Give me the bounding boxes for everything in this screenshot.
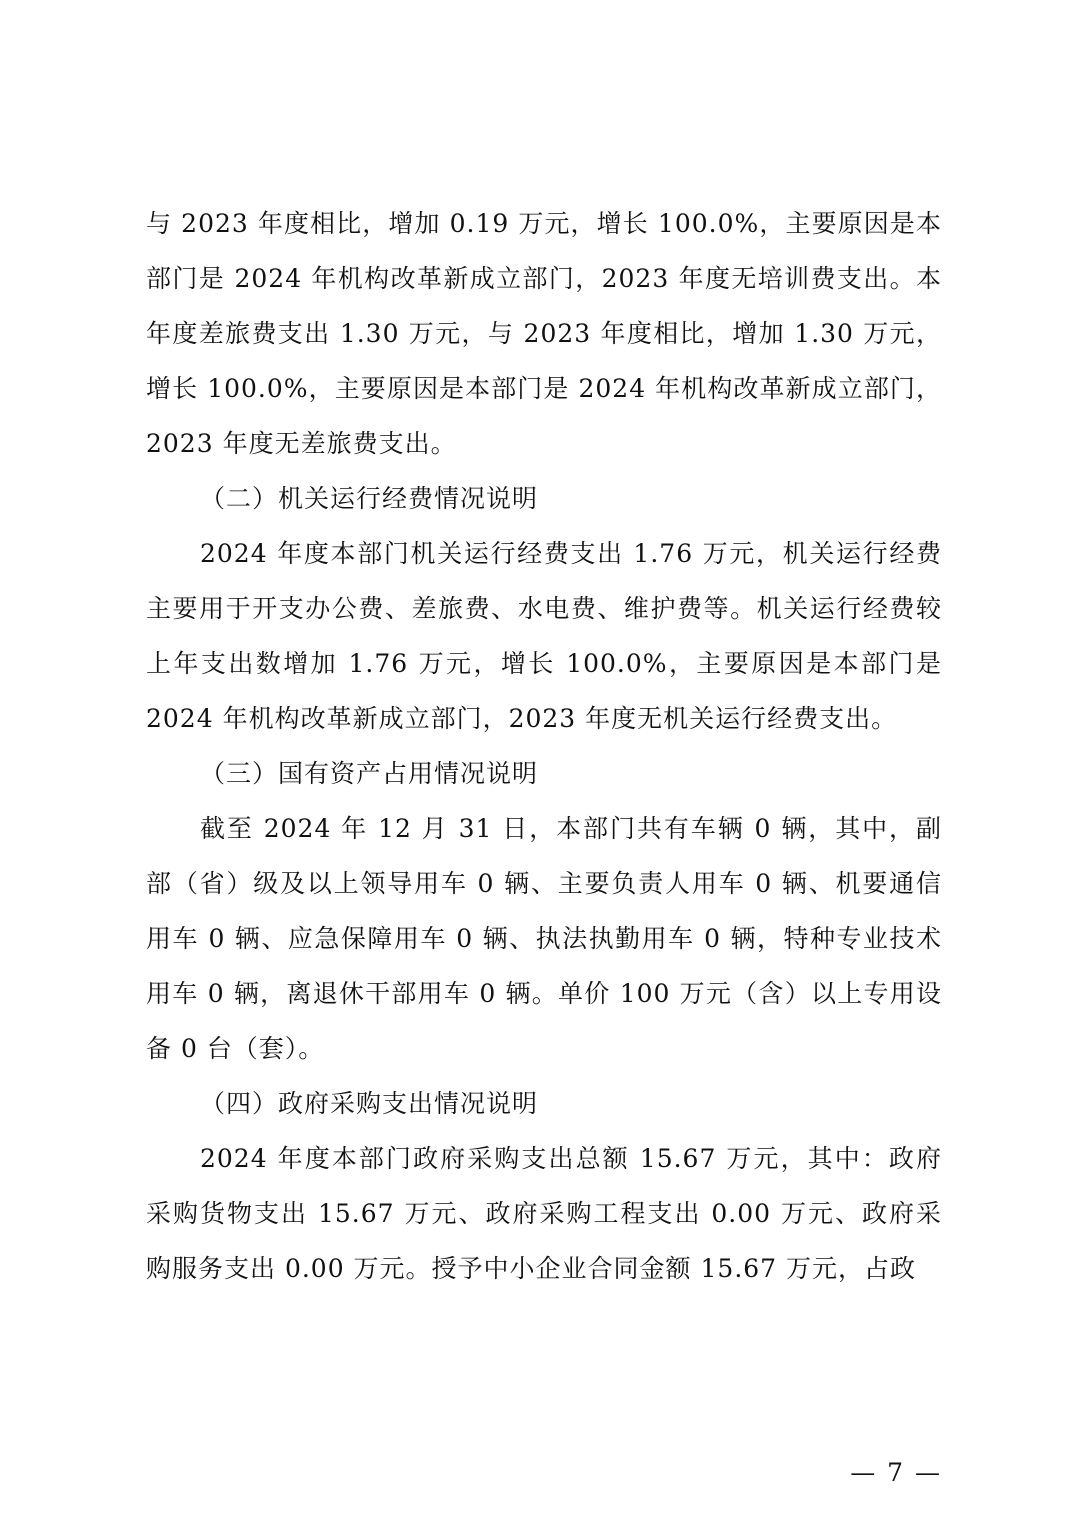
section-heading-operating-expenses: （二）机关运行经费情况说明 bbox=[200, 484, 539, 513]
paragraph-operating-expenses: 2024 年度本部门机关运行经费支出 1.76 万元，机关运行经费主要用于开支办公费、差旅费、水电费、维护费等。机关运行经费较上年支出数增加 1.76 万元，增长 100.0%，主要原因是本部门是 2024 年机构改革新成立部门，2023 年度无机关运行经费支出。 bbox=[146, 539, 942, 733]
paragraph-government-procurement: 2024 年度本部门政府采购支出总额 15.67 万元，其中：政府采购货物支出 15.67 万元、政府采购工程支出 0.00 万元、政府采购服务支出 0.00 万元。授予中小企业合同金额 15.67 万元，占政 bbox=[146, 1144, 942, 1283]
section-heading-state-assets: （三）国有资产占用情况说明 bbox=[200, 759, 539, 788]
section-heading-government-procurement: （四）政府采购支出情况说明 bbox=[200, 1089, 539, 1118]
paragraph-state-assets: 截至 2024 年 12 月 31 日，本部门共有车辆 0 辆，其中，副部（省）级及以上领导用车 0 辆、主要负责人用车 0 辆、机要通信用车 0 辆、应急保障用车 0 辆、执法执勤用车 0 辆，特种专业技术用车 0 辆，离退休干部用车 0 辆。单价 100 万元（含）以上专用设备 0 台（套）。 bbox=[146, 814, 942, 1063]
document-body bbox=[146, 196, 942, 1296]
page-number: — 7 — bbox=[850, 1458, 942, 1487]
paragraph-training-travel-expenses: 与 2023 年度相比，增加 0.19 万元，增长 100.0%，主要原因是本部门是 2024 年机构改革新成立部门，2023 年度无培训费支出。本年度差旅费支出 1.30 万元，与 2023 年度相比，增加 1.30 万元，增长 100.0%，主要原因是本部门是 2024 年机构改革新成立部门，2023 年度无差旅费支出。 bbox=[146, 209, 942, 458]
